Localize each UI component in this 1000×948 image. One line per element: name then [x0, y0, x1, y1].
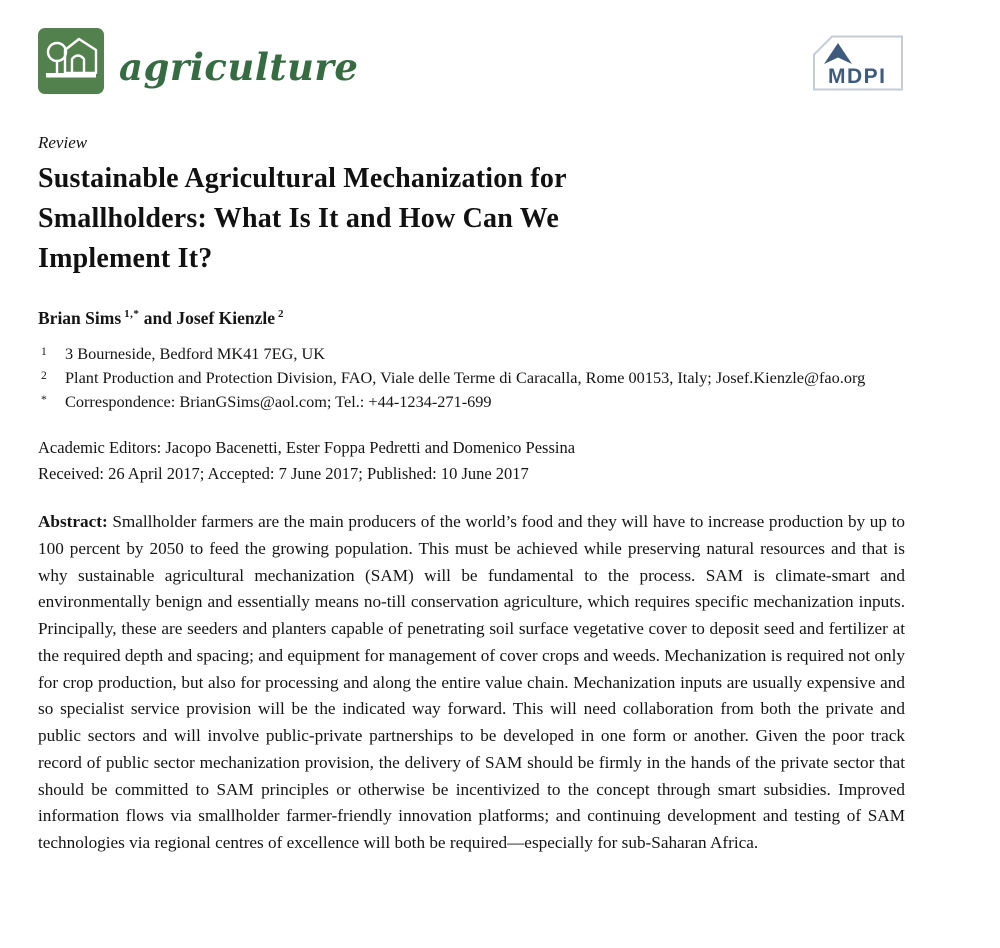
author-superscript: 1,* — [124, 308, 140, 321]
author-name: Brian Sims — [38, 308, 122, 329]
affiliation-row — [38, 366, 905, 390]
journal-header — [38, 28, 905, 97]
academic-editors-line: Academic Editors: Jacopo Bacenetti, Ester Foppa Pedretti and Domenico Pessina — [38, 438, 576, 458]
article-body — [38, 133, 905, 857]
mdpi-logo — [811, 34, 905, 97]
affiliation-text: Correspondence: BrianGSims@aol.com; Tel.: +44-1234-271-699 — [65, 392, 492, 412]
affiliation-text: 3 Bourneside, Bedford MK41 7EG, UK — [65, 344, 326, 364]
journal-logo-icon — [38, 28, 104, 94]
affiliation-marker: * — [41, 394, 47, 407]
journal-name: agriculture — [119, 45, 359, 89]
abstract-label: Abstract: — [38, 512, 108, 532]
article-type-label: Review — [38, 133, 88, 152]
author-superscript: 2 — [278, 308, 285, 321]
affiliation-marker: 1 — [41, 346, 47, 359]
abstract-text: Smallholder farmers are the main producers of the world’s food and they will have to increase production by up to 100 percent by 2050 to feed the growing population. This must be achieved while preserving natural resources and that is why sustainable agricultural mechanization (SAM) will be fundamental to the process. SAM is climate-smart and environmentally benign and essentially means no-till conservation agriculture, which requires specific mechanization inputs. Principally, these are seeders and planters capable of penetrating soil surface vegetative cover to deposit seed and fertilizer at the required depth and spacing; and equipment for management of cover crops and weeds. Mechanization is required not only for crop production, but also for processing and along the entire value chain. Mechanization inputs are usually expensive and so specialist service provision will be the indicated way forward. This will need collaboration from both the private and public sectors and will involve public-private partnerships to be developed in one form or another. Given the poor track record of public sector mechanization provision, the delivery of SAM should be firmly in the hands of the private sector that should be committed to SAM principles or otherwise be incentivized to the concept through smart subsidies. Improved information flows via smallholder farmer-friendly innovation platforms; and continuing development and testing of SAM technologies via regional centres of excellence will both be required—especially for sub-Saharan Africa. — [38, 512, 906, 853]
affiliation-row — [38, 390, 905, 414]
affiliation-row — [38, 342, 905, 366]
page-title: Sustainable Agricultural Mechanization for Smallholders: What Is It and How Can We Implement It? — [38, 163, 567, 274]
affiliation-text: Plant Production and Protection Division, FAO, Viale delle Terme di Caracalla, Rome 00153, Italy; Josef.Kienzle@fao.org — [65, 368, 866, 388]
affiliations-list — [38, 342, 905, 414]
authors-line — [38, 308, 905, 329]
dates-line: Received: 26 April 2017; Accepted: 7 June 2017; Published: 10 June 2017 — [38, 463, 529, 483]
author-name: Josef Kienzle — [176, 308, 276, 329]
abstract-paragraph — [38, 509, 905, 857]
authors-joiner: and — [143, 308, 172, 329]
editors-block — [38, 435, 905, 486]
affiliation-marker: 2 — [41, 370, 47, 383]
mdpi-wordmark: MDPI — [828, 65, 887, 88]
journal-brand — [38, 28, 358, 94]
